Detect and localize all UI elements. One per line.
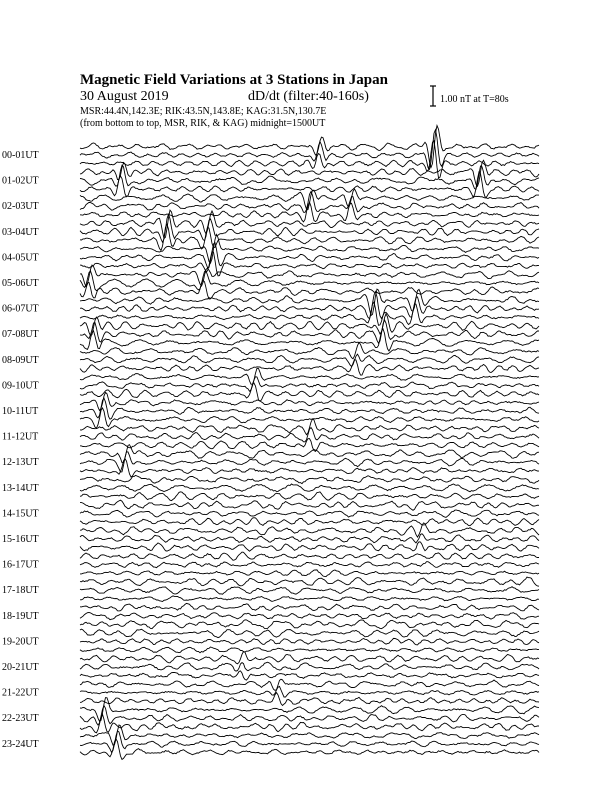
trace-rik <box>80 452 539 472</box>
trace-msr <box>80 202 539 222</box>
trace-msr <box>80 439 539 452</box>
hour-row-label: 03-04UT <box>2 226 39 238</box>
trace-rik <box>80 271 539 291</box>
hour-row-label: 06-07UT <box>2 303 39 315</box>
trace-msr <box>80 329 539 351</box>
trace-kag <box>80 210 539 238</box>
row-label-group <box>2 150 39 750</box>
scale-bar <box>430 86 436 106</box>
trace-kag <box>80 368 539 384</box>
hour-row-label: 01-02UT <box>2 175 39 187</box>
scale-bar-label: 1.00 nT at T=80s <box>440 94 509 105</box>
hour-row-label: 14-15UT <box>2 508 39 520</box>
quantity-label: dD/dt (filter:40-160s) <box>248 89 369 104</box>
hour-row-label: 08-09UT <box>2 354 39 366</box>
trace-kag <box>80 552 539 560</box>
hour-row-label: 00-01UT <box>2 150 39 161</box>
trace-msr <box>80 620 539 629</box>
trace-msr <box>80 383 539 401</box>
hour-row-label: 23-24UT <box>2 738 39 750</box>
chart-title: Magnetic Field Variations at 3 Stations in Japan <box>80 72 388 88</box>
hour-row-label: 12-13UT <box>2 457 39 469</box>
hour-row-label: 22-23UT <box>2 713 39 725</box>
trace-rik <box>80 686 539 697</box>
trace-rik <box>80 662 539 671</box>
station-order-note: (from bottom to top, MSR, RIK, & KAG) midnight=1500UT <box>80 118 326 129</box>
trace-kag <box>80 603 539 611</box>
hour-row-label: 18-19UT <box>2 610 39 622</box>
trace-rik <box>80 562 539 568</box>
trace-kag <box>80 475 539 483</box>
hour-row-label: 04-05UT <box>2 252 39 264</box>
trace-group <box>80 126 539 760</box>
trace-msr <box>80 596 539 602</box>
trace-kag <box>80 343 539 359</box>
trace-msr <box>80 492 539 501</box>
trace-msr <box>80 518 539 526</box>
trace-kag <box>80 419 539 435</box>
trace-rik <box>80 638 539 645</box>
trace-msr <box>80 542 539 551</box>
hour-row-label: 21-22UT <box>2 687 39 699</box>
trace-rik <box>80 613 539 620</box>
trace-kag <box>80 679 539 690</box>
trace-rik <box>80 354 539 366</box>
trace-rik <box>80 587 539 595</box>
trace-msr <box>80 671 539 680</box>
hour-row-label: 09-10UT <box>2 380 39 392</box>
trace-rik <box>80 534 539 543</box>
trace-rik <box>80 428 539 442</box>
hour-row-label: 20-21UT <box>2 662 39 673</box>
hour-row-label: 13-14UT <box>2 482 39 494</box>
trace-rik <box>80 484 539 492</box>
hour-row-label: 15-16UT <box>2 534 39 545</box>
hour-row-label: 11-12UT <box>2 431 39 443</box>
trace-msr <box>80 459 539 477</box>
trace-rik <box>80 510 539 517</box>
trace-rik <box>80 398 539 419</box>
hour-row-label: 10-11UT <box>2 406 39 417</box>
trace-kag <box>80 445 539 463</box>
trace-msr <box>80 172 539 197</box>
trace-kag <box>80 126 539 168</box>
trace-msr <box>80 252 539 276</box>
trace-kag <box>80 629 539 638</box>
trace-kag <box>80 652 539 664</box>
trace-kag <box>80 577 539 586</box>
trace-rik <box>80 320 539 343</box>
hour-row-label: 02-03UT <box>2 201 39 213</box>
trace-kag <box>80 500 539 510</box>
trace-msr <box>80 714 539 732</box>
trace-msr <box>80 570 539 577</box>
trace-msr <box>80 224 539 250</box>
trace-kag <box>80 392 539 410</box>
hour-row-label: 05-06UT <box>2 278 39 289</box>
hour-row-label: 19-20UT <box>2 636 39 648</box>
trace-rik <box>80 214 539 242</box>
trace-msr <box>80 647 539 653</box>
trace-rik <box>80 243 539 268</box>
hour-row-label: 07-08UT <box>2 329 39 341</box>
hour-row-label: 16-17UT <box>2 559 39 571</box>
station-coordinates: MSR:44.4N,142.3E; RIK:43.5N,143.8E; KAG:31.5N,130.7E <box>80 106 327 117</box>
trace-rik <box>80 292 539 319</box>
date-label: 30 August 2019 <box>80 89 169 104</box>
hour-row-label: 17-18UT <box>2 585 39 597</box>
